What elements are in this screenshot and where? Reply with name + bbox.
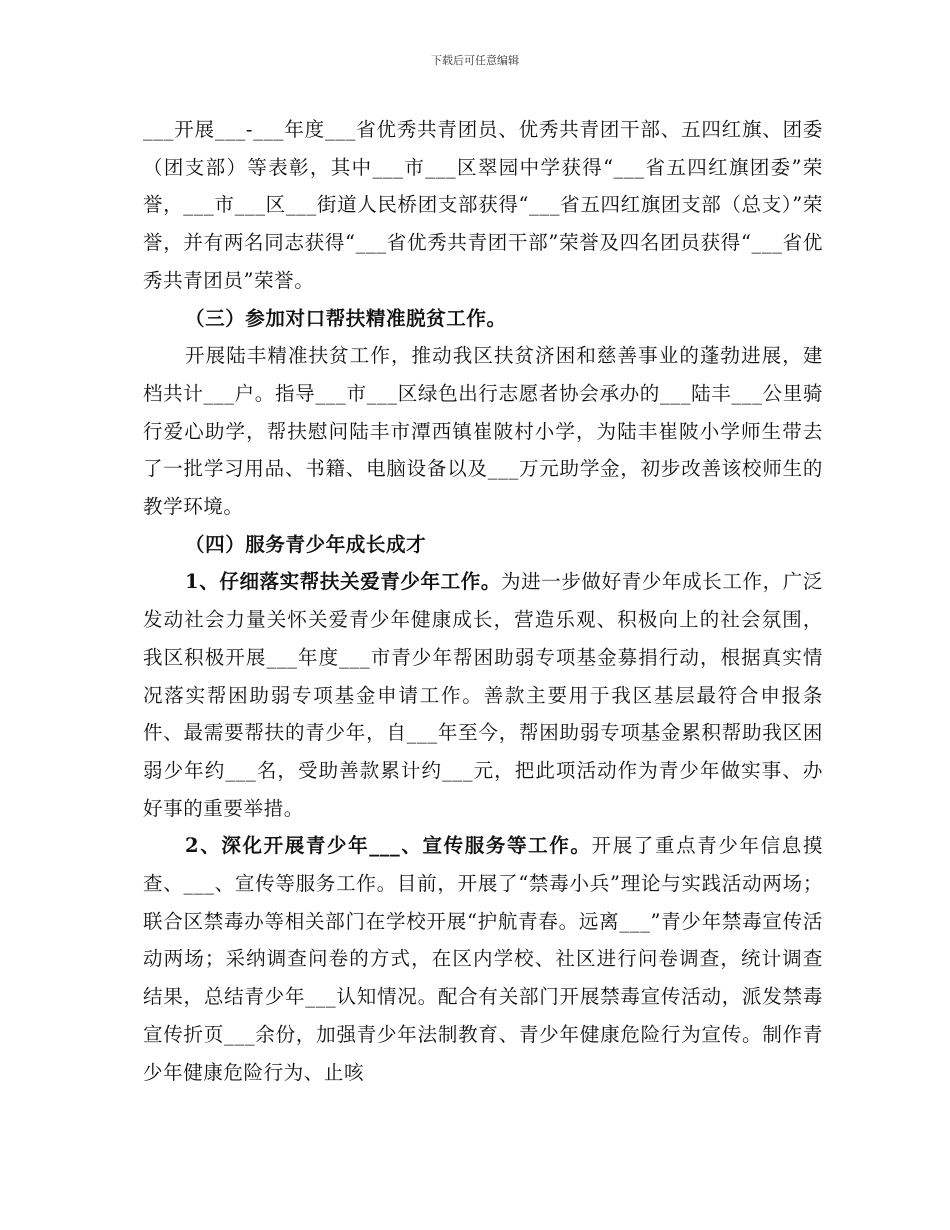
paragraph-youth-care-text: 为进一步做好青少年成长工作，广泛发动社会力量关怀关爱青少年健康成长，营造乐观、积极向上的社会氛围，我区积极开展___年度___市青少年帮困助弱专项基金募捐行动，根据真实情况落实帮困助弱专项基金申请工作。善款主要用于我区基层最符合申报条件、最需要帮扶的青少年，自___年至今，帮困助弱专项基金累积帮助我区困弱少年约___名，受助善款累计约___元，把此项活动作为青少年做实事、办好事的重要举措。 xyxy=(143,570,823,820)
paragraph-awards: ___开展___-___年度___省优秀共青团员、优秀共青团干部、五四红旗、团委（团支部）等表彰，其中___市___区翠园中学获得“___省五四红旗团委”荣誉，___市___区___街道人民桥团支部获得“___省五四红旗团支部（总支）”荣誉，并有两名同志获得“___省优秀共青团干部”荣誉及四名团员获得“___省优秀共青团员”荣誉。 xyxy=(143,118,823,292)
paragraph-youth-publicity-lead: 2、深化开展青少年___、宣传服务等工作。 xyxy=(185,834,592,858)
paragraph-youth-publicity xyxy=(143,827,823,1091)
page-header: 下载后可任意编辑 xyxy=(431,54,519,67)
document-body xyxy=(143,111,823,1091)
paragraph-youth-publicity-text: 开展了重点青少年信息摸查、___、宣传等服务工作。目前，开展了“禁毒小兵”理论与实践活动两场；联合区禁毒办等相关部门在学校开展“护航青春。远离___”青少年禁毒宣传活动两场；采纳调查问卷的方式，在区内学校、社区进行问卷调查，统计调查结果，总结青少年___认知情况。配合有关部门开展禁毒宣传活动，派发禁毒宣传折页___余份，加强青少年法制教育、青少年健康危险行为宣传。制作青少年健康危险行为、止咳 xyxy=(143,834,823,1084)
section-heading-3: （三）参加对口帮扶精准脱贫工作。 xyxy=(185,306,507,330)
section-heading-4: （四）服务青少年成长成才 xyxy=(185,532,427,556)
paragraph-poverty-alleviation: 开展陆丰精准扶贫工作，推动我区扶贫济困和慈善事业的蓬勃进展，建档共计___户。指导___市___区绿色出行志愿者协会承办的___陆丰___公里骑行爱心助学，帮扶慰问陆丰市潭西镇崔陂村小学，为陆丰崔陂小学师生带去了一批学习用品、书籍、电脑设备以及___万元助学金，初步改善该校师生的教学环境。 xyxy=(143,344,823,519)
paragraph-youth-care-lead: 1、仔细落实帮扶关爱青少年工作。 xyxy=(185,570,502,594)
paragraph-youth-care xyxy=(143,563,823,827)
